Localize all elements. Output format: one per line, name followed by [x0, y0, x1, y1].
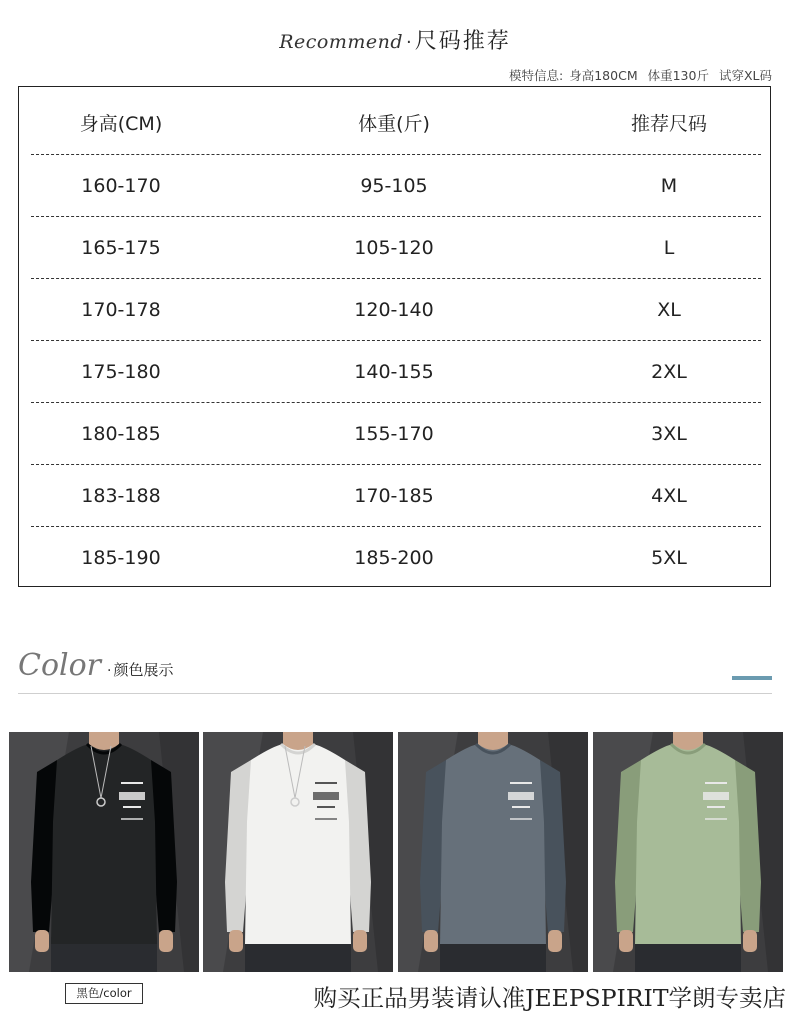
weight-range: 185-200 [354, 547, 434, 569]
header-weight: 体重(斤) [358, 113, 430, 135]
model-info-label: 模特信息: [509, 68, 564, 83]
chest-print [510, 818, 532, 820]
height-range: 160-170 [81, 175, 161, 197]
shirt-illustration [9, 732, 199, 972]
product-photo-gray[interactable] [398, 732, 588, 972]
recommend-title-cn: 尺码推荐 [414, 29, 511, 54]
recommended-size: 3XL [651, 423, 687, 445]
weight-range: 155-170 [354, 423, 434, 445]
recommended-size: 5XL [651, 547, 687, 569]
recommended-size: 4XL [651, 485, 687, 507]
shirt-illustration [203, 732, 393, 972]
weight-range: 120-140 [354, 299, 434, 321]
recommend-script-title: Recommend [279, 31, 404, 53]
product-photo-white[interactable] [203, 732, 393, 972]
height-range: 180-185 [81, 423, 161, 445]
product-photo-green[interactable] [593, 732, 783, 972]
store-banner: 购买正品男装请认准JEEPSPIRIT学朗专卖店 [313, 984, 786, 1012]
shirt-body [635, 744, 741, 944]
weight-range: 105-120 [354, 237, 434, 259]
weight-range: 95-105 [360, 175, 428, 197]
recommended-size: L [663, 237, 675, 259]
model-weight: 体重130斤 [647, 68, 709, 83]
height-range: 185-190 [81, 547, 161, 569]
right-hand [548, 930, 562, 952]
title-separator: · [406, 32, 412, 53]
shirt-body [440, 744, 546, 944]
left-hand [424, 930, 438, 952]
table-row [19, 155, 770, 217]
chest-print [315, 782, 337, 784]
accent-bar [732, 676, 772, 680]
chest-print [121, 782, 143, 784]
section-divider [18, 693, 772, 694]
color-title-cn: 颜色展示 [113, 661, 174, 679]
header-height: 身高(CM) [79, 113, 163, 135]
chest-print [121, 818, 143, 820]
height-range: 183-188 [81, 485, 161, 507]
left-hand [619, 930, 633, 952]
chest-print [123, 806, 141, 808]
chest-print [510, 782, 532, 784]
color-label: 黑色/color [65, 983, 143, 1004]
weight-range: 170-185 [354, 485, 434, 507]
right-hand [353, 930, 367, 952]
chest-print [705, 818, 727, 820]
shirt-illustration [593, 732, 783, 972]
table-header-row [19, 93, 770, 155]
color-section-title [18, 648, 173, 683]
chest-print [707, 806, 725, 808]
right-hand [159, 930, 173, 952]
table-row [19, 217, 770, 279]
table-row [19, 465, 770, 527]
color-script-title: Color [18, 648, 102, 683]
chest-print [119, 792, 145, 800]
table-row [19, 341, 770, 403]
table-row [19, 403, 770, 465]
table-row [19, 279, 770, 341]
chest-print [705, 782, 727, 784]
right-hand [743, 930, 757, 952]
header-size: 推荐尺码 [630, 113, 707, 135]
shirt-body [51, 744, 157, 944]
recommended-size: 2XL [651, 361, 687, 383]
recommended-size: M [660, 175, 678, 197]
product-photo-black[interactable] [9, 732, 199, 972]
model-info [509, 66, 772, 84]
weight-range: 140-155 [354, 361, 434, 383]
chest-print [508, 792, 534, 800]
model-height: 身高180CM [569, 68, 638, 83]
title-separator: · [107, 663, 112, 679]
shirt-body [245, 744, 351, 944]
chest-print [703, 792, 729, 800]
left-hand [229, 930, 243, 952]
chest-print [313, 792, 339, 800]
chest-print [317, 806, 335, 808]
size-recommend-title [0, 24, 790, 55]
left-hand [35, 930, 49, 952]
size-table [18, 86, 771, 587]
model-fit-size: 试穿XL码 [718, 68, 772, 83]
height-range: 165-175 [81, 237, 161, 259]
height-range: 175-180 [81, 361, 161, 383]
height-range: 170-178 [81, 299, 161, 321]
recommended-size: XL [657, 299, 681, 321]
chest-print [315, 818, 337, 820]
table-row [19, 527, 770, 589]
shirt-illustration [398, 732, 588, 972]
chest-print [512, 806, 530, 808]
